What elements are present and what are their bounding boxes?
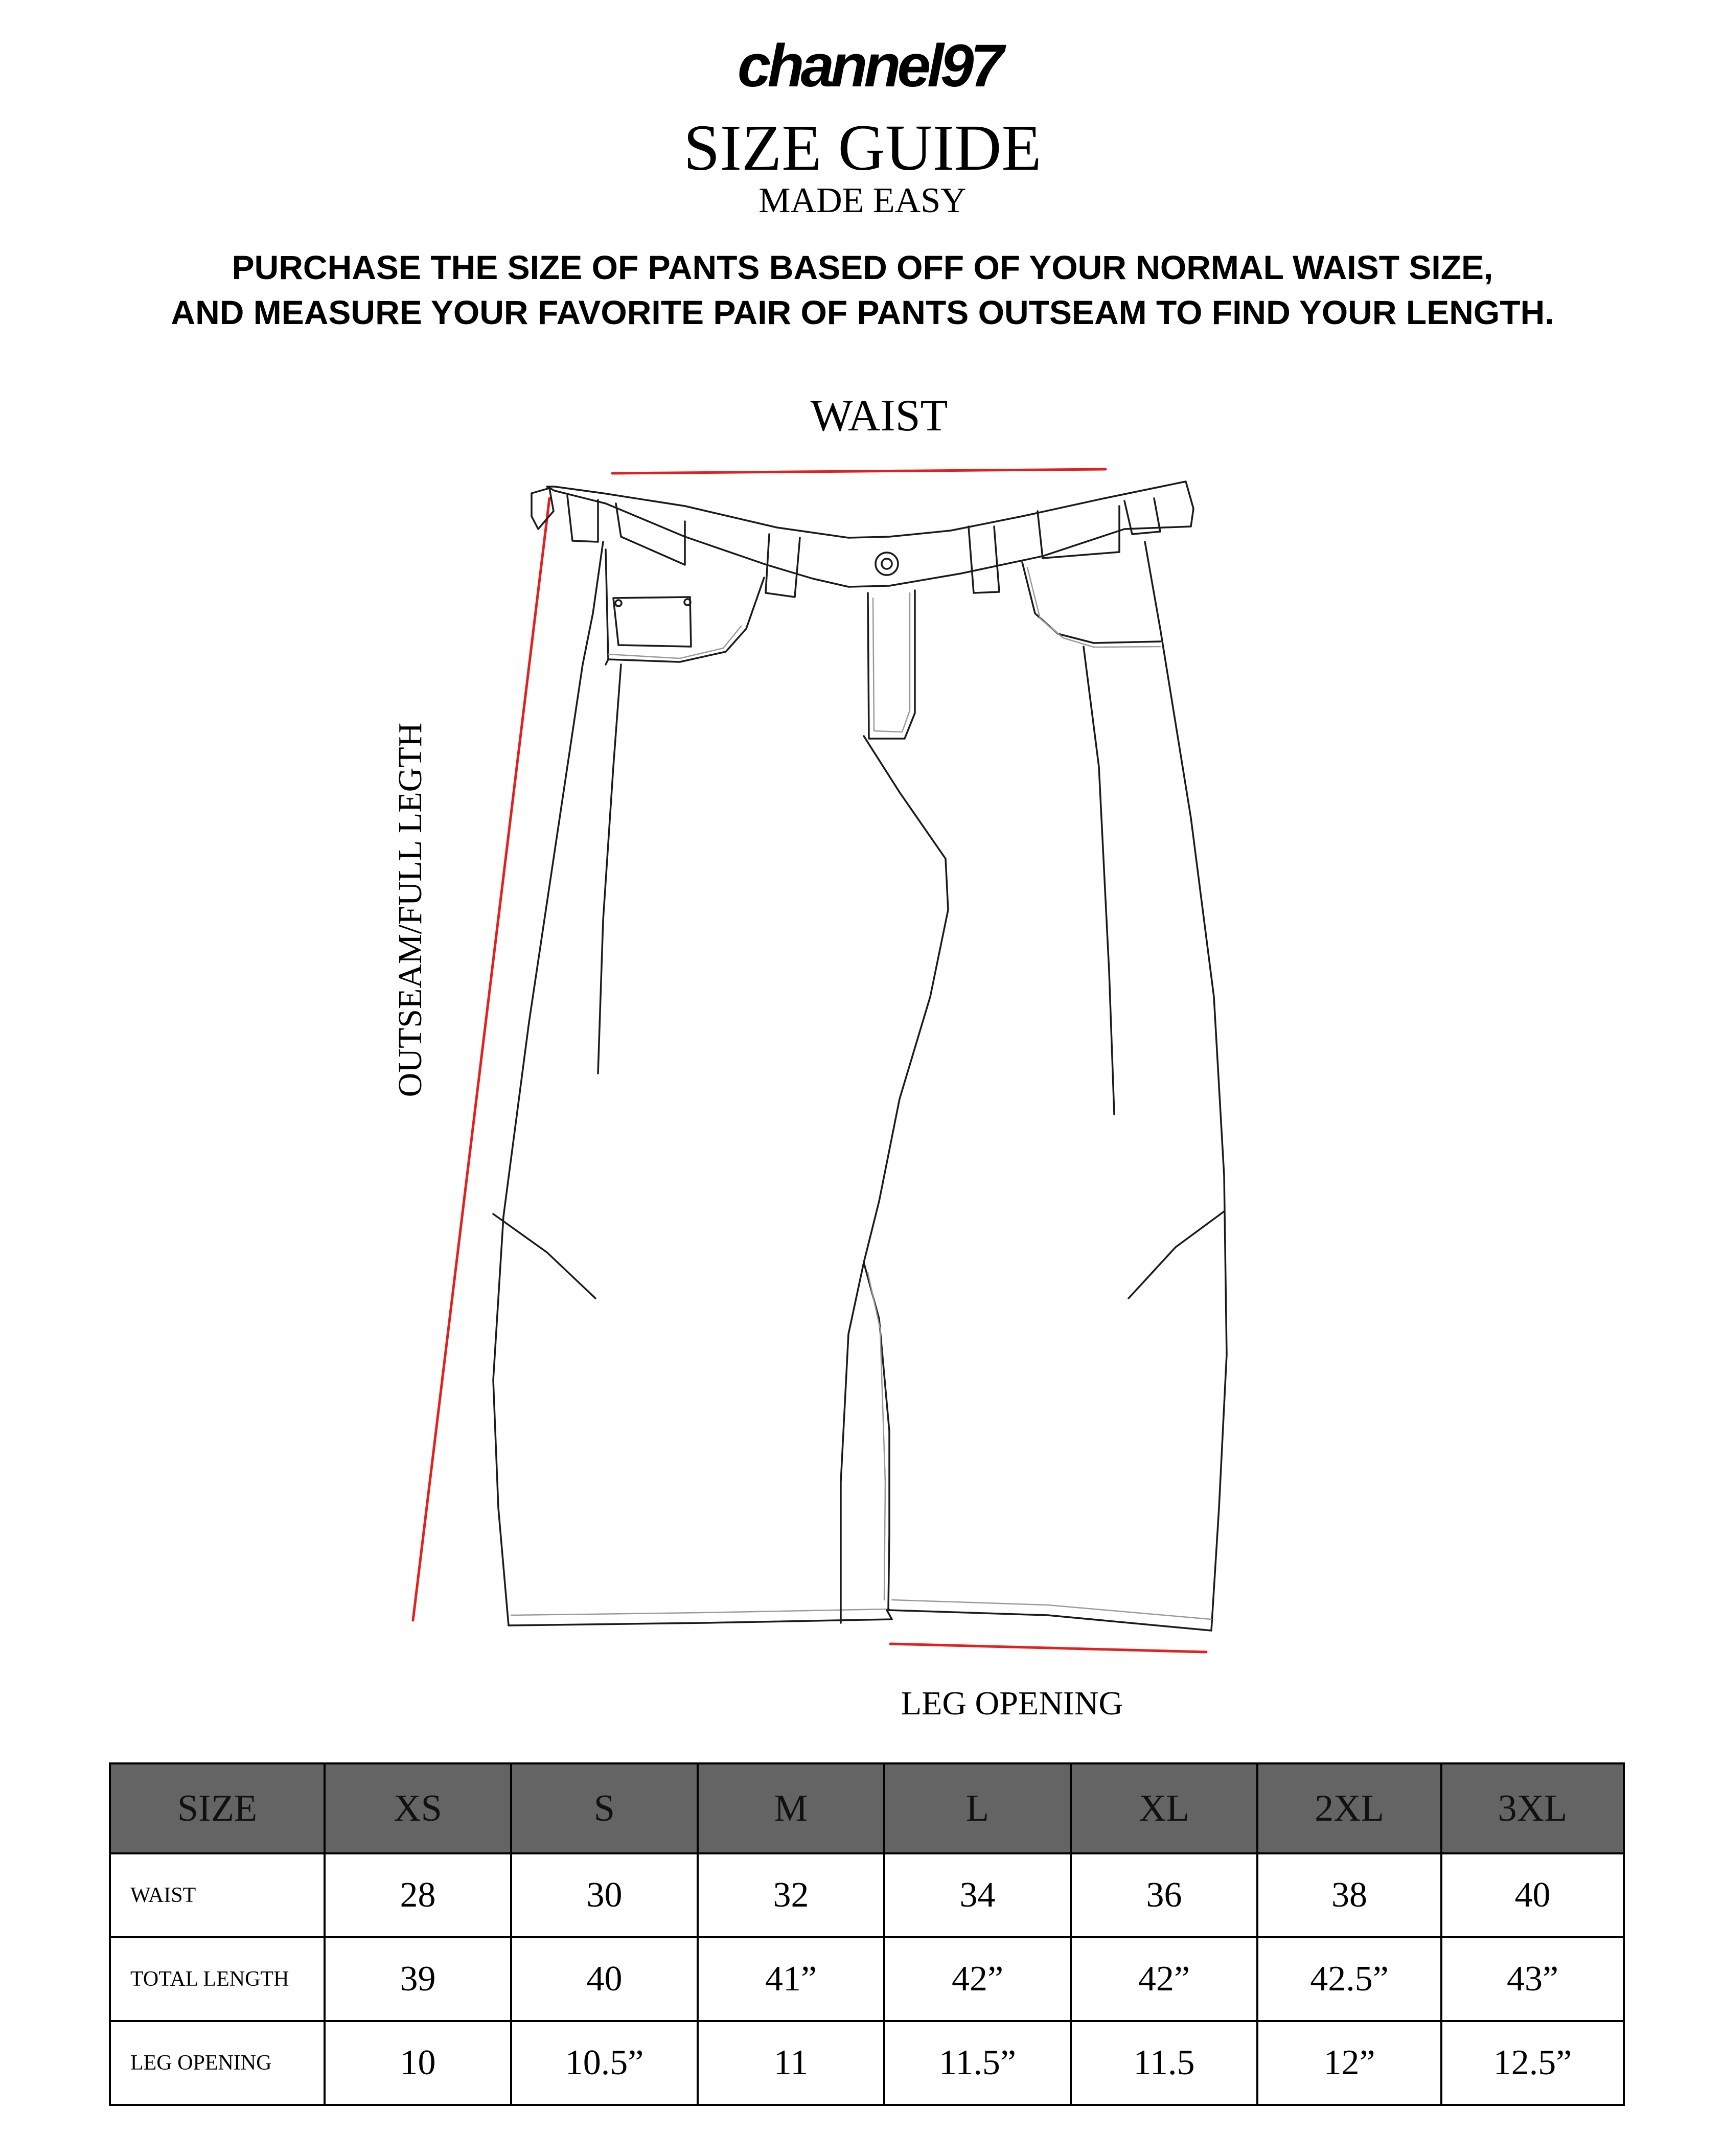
- row-label: WAIST: [110, 1853, 325, 1937]
- table-cell: 41”: [698, 1937, 884, 2021]
- corner-label: SIZE: [110, 1763, 325, 1853]
- brand-logo: channel97: [737, 32, 1001, 100]
- table-cell: 10: [325, 2021, 511, 2105]
- size-header: 3XL: [1441, 1763, 1624, 1853]
- table-cell: 12.5”: [1441, 2021, 1624, 2105]
- leg-opening-label: LEG OPENING: [901, 1685, 1123, 1722]
- outseam-measure-line: [413, 498, 549, 1620]
- table-cell: 39: [325, 1937, 511, 2021]
- table-cell: 10.5”: [511, 2021, 698, 2105]
- instruction-line-1: PURCHASE THE SIZE OF PANTS BASED OFF OF YOUR NORMAL WAIST SIZE,: [232, 248, 1493, 286]
- size-header: XL: [1071, 1763, 1257, 1853]
- waist-label: WAIST: [810, 391, 948, 441]
- leg-opening-measure-line: [890, 1644, 1206, 1652]
- size-header: XS: [325, 1763, 511, 1853]
- pants-outline: [493, 481, 1227, 1631]
- table-row: [110, 1853, 1624, 1937]
- table-cell: 30: [511, 1853, 698, 1937]
- table-cell: 32: [698, 1853, 884, 1937]
- page-title: SIZE GUIDE: [683, 111, 1042, 184]
- table-row: [110, 2021, 1624, 2105]
- size-header: 2XL: [1257, 1763, 1441, 1853]
- size-header: S: [511, 1763, 698, 1853]
- table-cell: 38: [1257, 1853, 1441, 1937]
- row-label: TOTAL LENGTH: [110, 1937, 325, 2021]
- table-cell: 36: [1071, 1853, 1257, 1937]
- size-table: [109, 1762, 1625, 2106]
- table-cell: 11.5: [1071, 2021, 1257, 2105]
- table-cell: 11: [698, 2021, 884, 2105]
- table-cell: 42.5”: [1257, 1937, 1441, 2021]
- size-header: L: [884, 1763, 1071, 1853]
- table-cell: 11.5”: [884, 2021, 1071, 2105]
- table-cell: 42”: [884, 1937, 1071, 2021]
- table-cell: 34: [884, 1853, 1071, 1937]
- table-row: [110, 1937, 1624, 2021]
- table-cell: 43”: [1441, 1937, 1624, 2021]
- table-cell: 28: [325, 1853, 511, 1937]
- instruction-line-2: AND MEASURE YOUR FAVORITE PAIR OF PANTS OUTSEAM TO FIND YOUR LENGTH.: [171, 293, 1554, 331]
- table-cell: 12”: [1257, 2021, 1441, 2105]
- size-header: M: [698, 1763, 884, 1853]
- row-label: LEG OPENING: [110, 2021, 325, 2105]
- table-cell: 40: [511, 1937, 698, 2021]
- table-cell: 40: [1441, 1853, 1624, 1937]
- outseam-label: OUTSEAM/FULL LEGTH: [392, 722, 429, 1097]
- page-subtitle: MADE EASY: [758, 181, 967, 220]
- table-cell: 42”: [1071, 1937, 1257, 2021]
- table-header-row: [110, 1763, 1624, 1853]
- outseam-label-wrapper: [383, 721, 429, 1099]
- waist-measure-line: [612, 469, 1106, 473]
